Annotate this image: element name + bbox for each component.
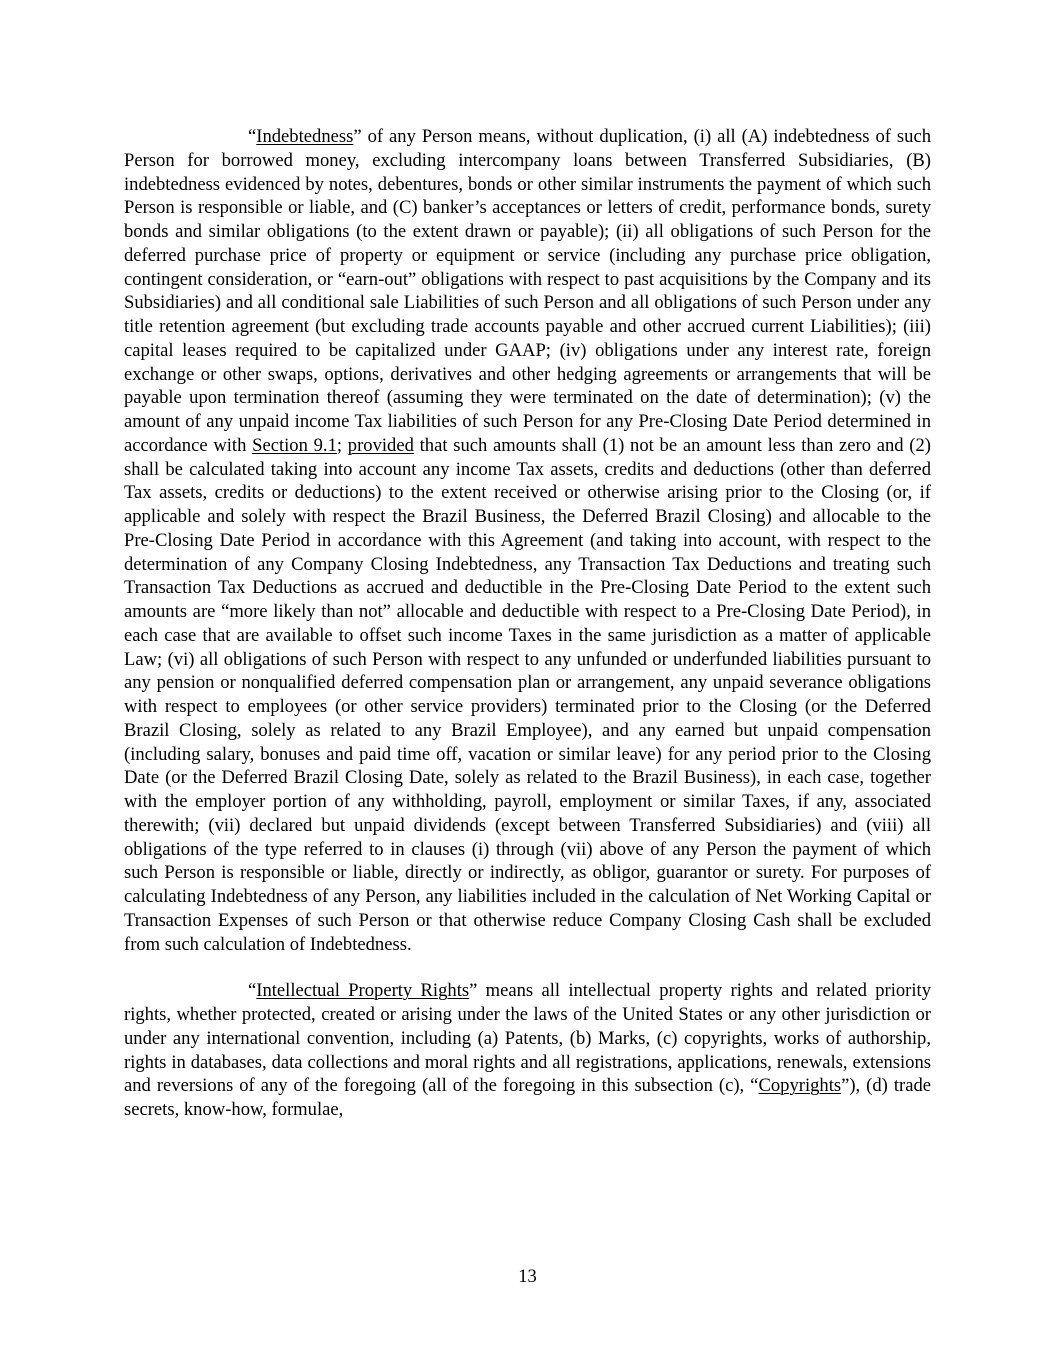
paragraph-text: “	[248, 126, 257, 147]
paragraph-text: that such amounts shall (1) not be an amount less than zero and (2) shall be calculated taking into account any income Tax assets, credits and deductions (other than deferred Tax assets, credits or deductions) to the extent received or otherwise arising prior to the Closing (or, if applicable and solely with respect the Brazil Business, the Deferred Brazil Closing) and allocable to the Pre-Closing Date Period in accordance with this Agreement (and taking into account, with respect to the determination of any Company Closing Indebtedness, any Transaction Tax Deductions and treating such Transaction Tax Deductions as accrued and deductible in the Pre-Closing Date Period to the extent such amounts are “more likely than not” allocable and deductible with respect to a Pre-Closing Date Period), in each case that are available to offset such income Taxes in the same jurisdiction as a matter of applicable Law; (vi) all obligations of such Person with respect to any unfunded or underfunded liabilities pursuant to any pension or nonqualified deferred compensation plan or arrangement, any unpaid severance obligations with respect to employees (or other service providers) terminated prior to the Closing (or the Deferred Brazil Closing, solely as related to any Brazil Employee), and any earned but unpaid compensation (including salary, bonuses and paid time off, vacation or similar leave) for any period prior to the Closing Date (or the Deferred Brazil Closing Date, solely as related to the Brazil Business), in each case, together with the employer portion of any withholding, payroll, employment or similar Taxes, if any, associated therewith; (vii) declared but unpaid dividends (except between Transferred Subsidiaries) and (viii) all obligations of the type referred to in clauses (i) through (vii) above of any Person the payment of which such Person is responsible or liable, directly or indirectly, as obligor, guarantor or surety. For purposes of calculating Indebtedness of any Person, any liabilities included in the calculation of Net Working Capital or Transaction Expenses of such Person or that otherwise reduce Company Closing Cash shall be excluded from such calculation of Indebtedness.	[124, 434, 931, 955]
paragraph-text: “	[248, 980, 257, 1002]
definition-paragraph	[124, 979, 931, 1122]
document-body	[124, 125, 931, 1122]
underlined-term: Section 9.1	[252, 434, 337, 456]
paragraph-text: ;	[336, 434, 348, 456]
paragraph-text: ”), (d) trade secrets, know-how, formulae,	[124, 1075, 932, 1120]
definition-paragraph	[124, 125, 931, 956]
underlined-term: Intellectual Property Rights	[256, 980, 470, 1002]
paragraph-text: ” means all intellectual property rights and related priority rights, whether protected, created or arising under the laws of the United States or any other jurisdiction or under any international convention, including (a) Patents, (b) Marks, (c) copyrights, works of authorship, rights in databases, data collections and moral rights and all registrations, applications, renewals, extensions and reversions of any of the foregoing (all of the foregoing in this subsection (c), “	[124, 980, 931, 1097]
underlined-term: Copyrights	[758, 1075, 842, 1097]
underlined-term: Indebtedness	[256, 126, 354, 147]
page-number: 13	[518, 1266, 537, 1287]
document-page	[124, 125, 931, 1122]
underlined-term: provided	[347, 434, 414, 456]
paragraph-text: ” of any Person means, without duplication, (i) all (A) indebtedness of such Person for borrowed money, excluding intercompany loans between Transferred Subsidiaries, (B) indebtedness evidenced by notes, debentures, bonds or other similar instruments the payment of which such Person is responsible or liable, and (C) banker’s acceptances or letters of credit, performance bonds, surety bonds and similar obligations (to the extent drawn or payable); (ii) all obligations of such Person for the deferred purchase price of property or equipment or service (including any purchase price obligation, contingent consideration, or “earn-out” obligations with respect to past acquisitions by the Company and its Subsidiaries) and all conditional sale Liabilities of such Person and all obligations of such Person under any title retention agreement (but excluding trade accounts payable and other accrued current Liabilities); (iii) capital leases required to be capitalized under GAAP; (iv) obligations under any interest rate, foreign exchange or other swaps, options, derivatives and other hedging agreements or arrangements that will be payable upon termination thereof (assuming they were terminated on the date of determination); (v) the amount of any unpaid income Tax liabilities of such Person for any Pre-Closing Date Period determined in accordance with	[124, 126, 931, 456]
